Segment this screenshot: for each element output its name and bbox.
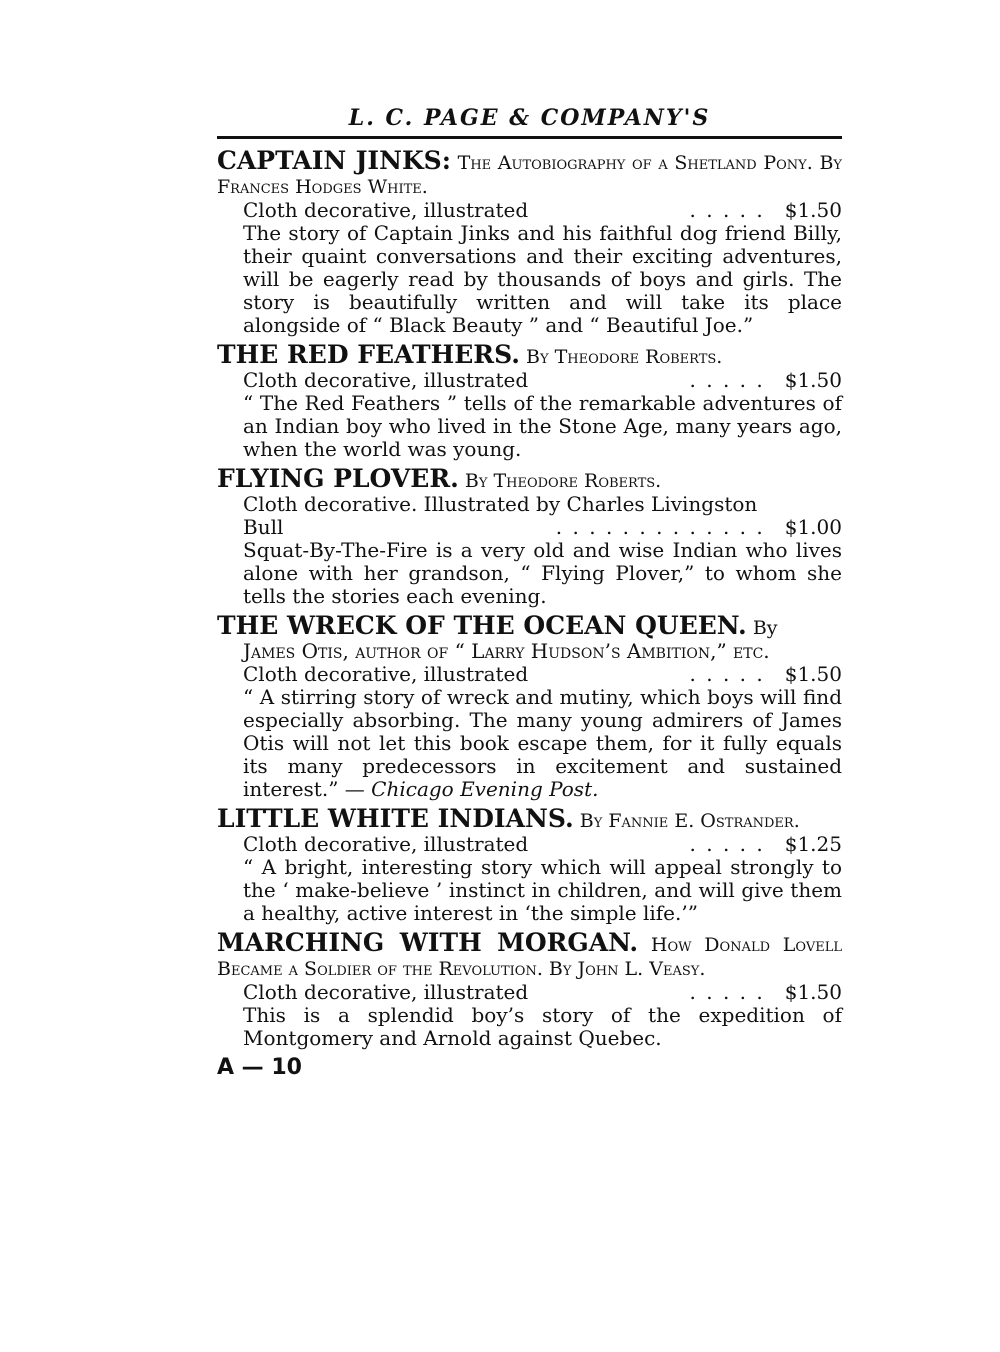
book-description: This is a splendid boy’s story of the expedition of Montgomery and Arnold against Quebec. bbox=[243, 1003, 842, 1050]
format-price-line bbox=[217, 369, 842, 392]
leader-dots: . . . . . bbox=[689, 369, 765, 392]
book-entry bbox=[217, 146, 842, 337]
book-title: THE RED FEATHERS. bbox=[217, 340, 520, 369]
page-number: A — 10 bbox=[217, 1055, 302, 1080]
book-price: $1.50 bbox=[784, 980, 842, 1004]
format-price-line bbox=[217, 833, 842, 856]
book-entry bbox=[217, 464, 842, 608]
book-author: By Theodore Roberts. bbox=[464, 470, 662, 492]
book-price: $1.50 bbox=[784, 368, 842, 392]
entry-heading bbox=[217, 340, 842, 369]
book-description: Squat-By-The-Fire is a very old and wise Indian who lives alone with her grandson, “ Flying Plover,” to whom she tells the stories each evening. bbox=[243, 538, 842, 608]
book-entry bbox=[217, 611, 842, 801]
leader-dots: . . . . . bbox=[689, 199, 765, 222]
book-author: By John L. Veasy. bbox=[548, 958, 706, 980]
book-entry bbox=[217, 928, 842, 1050]
book-description: The story of Captain Jinks and his faithful dog friend Billy, their quaint conversations and their exciting adventures, will be eagerly read by thousands of boys and girls. The story is beautifully written and will take its place alongside of “ Black Beauty ” and “ Beautiful Joe.” bbox=[243, 221, 842, 337]
book-title: FLYING PLOVER. bbox=[217, 464, 459, 493]
book-format-detail: Cloth decorative. Illustrated by Charles Livingston bbox=[243, 492, 758, 516]
book-title: LITTLE WHITE INDIANS. bbox=[217, 804, 574, 833]
author-prefix: By bbox=[752, 617, 778, 639]
book-price: $1.50 bbox=[784, 662, 842, 686]
catalog-page bbox=[217, 100, 842, 1079]
running-head: L. C. PAGE & COMPANY'S bbox=[348, 105, 711, 131]
leader-dots: . . . . . . . . . . . . . bbox=[555, 516, 765, 539]
book-price: $1.25 bbox=[784, 832, 842, 856]
entry-heading bbox=[217, 928, 842, 981]
book-format: Cloth decorative, illustrated bbox=[243, 832, 529, 856]
review-source: Chicago Evening Post. bbox=[371, 777, 599, 801]
book-format: Cloth decorative, illustrated bbox=[243, 368, 529, 392]
format-price-line bbox=[217, 516, 842, 539]
book-price: $1.00 bbox=[784, 515, 842, 539]
book-format: Cloth decorative, illustrated bbox=[243, 980, 529, 1004]
leader-dots: . . . . . bbox=[689, 663, 765, 686]
book-entry bbox=[217, 804, 842, 925]
book-format: Cloth decorative, illustrated bbox=[243, 662, 529, 686]
header-rule bbox=[217, 136, 842, 139]
book-subtitle: How Donald Lovell Became a Soldier of the Revolution. bbox=[217, 934, 842, 980]
book-description: “ A bright, interesting story which will appeal strongly to the ‘ make-believe ’ instinct in children, and will give them a healthy, active interest in ‘the simple life.’” bbox=[243, 855, 842, 925]
book-author: James Otis, author of “ Larry Hudson’s Ambition,” etc. bbox=[243, 639, 770, 663]
entry-heading bbox=[217, 146, 842, 199]
book-title: CAPTAIN JINKS: bbox=[217, 146, 451, 175]
book-entry bbox=[217, 340, 842, 461]
book-format: Bull bbox=[243, 515, 284, 539]
book-subtitle: The Autobiography of a Shetland Pony. bbox=[457, 152, 813, 174]
format-price-line bbox=[217, 199, 842, 222]
review-text: “ A stirring story of wreck and mutiny, which boys will find especially absorbing. The many young admirers of James Otis will not let this book escape them, for it fully equals its many predecessors in excitement and sustained interest.” — bbox=[243, 685, 842, 801]
book-author: By Frances Hodges White. bbox=[217, 152, 842, 198]
leader-dots: . . . . . bbox=[689, 833, 765, 856]
entry-heading bbox=[217, 804, 842, 833]
book-author: By Theodore Roberts. bbox=[526, 346, 723, 368]
format-price-line bbox=[217, 663, 842, 686]
book-description: “ The Red Feathers ” tells of the remarkable adventures of an Indian boy who lived in the Stone Age, many years ago, when the world was young. bbox=[243, 391, 842, 461]
book-author: By Fannie E. Ostrander. bbox=[579, 810, 800, 832]
book-description bbox=[217, 686, 842, 801]
format-price-line bbox=[217, 981, 842, 1004]
book-format: Cloth decorative, illustrated bbox=[243, 198, 529, 222]
book-title: THE WRECK OF THE OCEAN QUEEN. bbox=[217, 611, 747, 640]
book-title: MARCHING WITH MORGAN. bbox=[217, 928, 639, 957]
entry-heading bbox=[217, 611, 842, 640]
entry-heading bbox=[217, 464, 842, 493]
book-price: $1.50 bbox=[784, 198, 842, 222]
leader-dots: . . . . . bbox=[689, 981, 765, 1004]
